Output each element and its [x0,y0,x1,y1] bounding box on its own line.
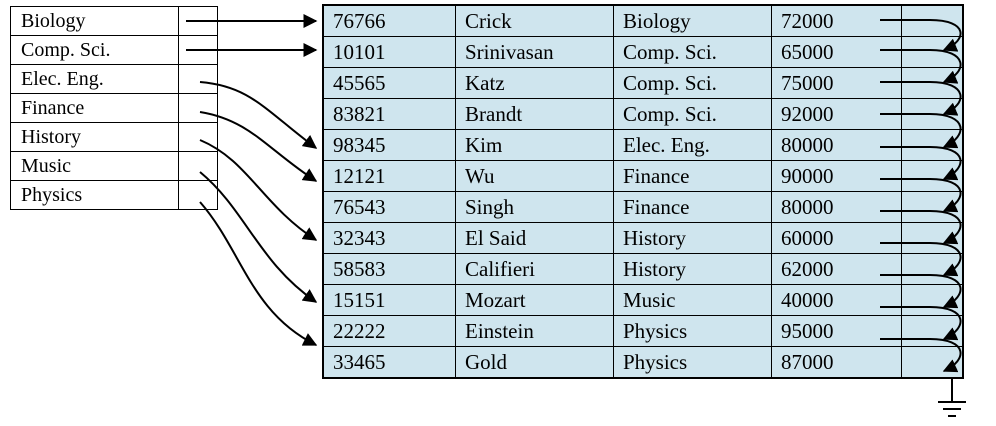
table-row [323,254,963,285]
cell-salary: 92000 [772,99,902,130]
cell-dept: History [614,254,772,285]
index-key-cell: Music [11,152,179,181]
cell-pointer [902,285,964,316]
index-pointer-cell [179,181,218,210]
table-row [323,285,963,316]
index-pointer-cell [179,65,218,94]
cell-id: 58583 [323,254,456,285]
index-row [11,94,218,123]
cell-dept: Physics [614,316,772,347]
index-row [11,36,218,65]
cell-id: 83821 [323,99,456,130]
index-pointer-cell [179,152,218,181]
cell-name: Brandt [456,99,614,130]
index-row [11,65,218,94]
index-key-cell: Comp. Sci. [11,36,179,65]
cell-name: Mozart [456,285,614,316]
cell-name: El Said [456,223,614,254]
cell-salary: 87000 [772,347,902,379]
cell-dept: Comp. Sci. [614,99,772,130]
table-row [323,161,963,192]
cell-pointer [902,5,964,37]
cell-pointer [902,192,964,223]
cell-name: Califieri [456,254,614,285]
index-row [11,7,218,36]
cell-name: Kim [456,130,614,161]
cell-name: Katz [456,68,614,99]
cell-dept: Physics [614,347,772,379]
cell-name: Crick [456,5,614,37]
index-file-table [10,6,218,210]
cell-pointer [902,161,964,192]
cell-salary: 72000 [772,5,902,37]
data-file-table [322,4,964,379]
cell-dept: Biology [614,5,772,37]
cell-id: 76766 [323,5,456,37]
cell-name: Singh [456,192,614,223]
cell-id: 45565 [323,68,456,99]
cell-id: 33465 [323,347,456,379]
table-row [323,5,963,37]
table-row [323,68,963,99]
index-row [11,123,218,152]
cell-pointer [902,68,964,99]
cell-pointer [902,254,964,285]
table-row [323,347,963,379]
table-row [323,192,963,223]
index-key-cell: History [11,123,179,152]
index-row [11,181,218,210]
cell-dept: Finance [614,192,772,223]
cell-pointer [902,223,964,254]
cell-dept: History [614,223,772,254]
cell-salary: 80000 [772,130,902,161]
cell-id: 32343 [323,223,456,254]
cell-salary: 95000 [772,316,902,347]
table-row [323,37,963,68]
cell-name: Srinivasan [456,37,614,68]
index-key-cell: Elec. Eng. [11,65,179,94]
cell-dept: Music [614,285,772,316]
cell-pointer [902,316,964,347]
cell-salary: 40000 [772,285,902,316]
index-key-cell: Finance [11,94,179,123]
cell-pointer [902,130,964,161]
cell-name: Wu [456,161,614,192]
table-row [323,99,963,130]
cell-pointer [902,37,964,68]
cell-dept: Comp. Sci. [614,37,772,68]
cell-id: 15151 [323,285,456,316]
cell-id: 12121 [323,161,456,192]
arrow-physics [200,202,316,345]
cell-name: Gold [456,347,614,379]
cell-salary: 75000 [772,68,902,99]
cell-id: 10101 [323,37,456,68]
table-row [323,130,963,161]
cell-pointer [902,347,964,379]
cell-salary: 65000 [772,37,902,68]
index-key-cell: Physics [11,181,179,210]
cell-salary: 90000 [772,161,902,192]
cell-salary: 80000 [772,192,902,223]
cell-id: 22222 [323,316,456,347]
cell-id: 98345 [323,130,456,161]
cell-dept: Elec. Eng. [614,130,772,161]
cell-dept: Comp. Sci. [614,68,772,99]
cell-pointer [902,99,964,130]
index-pointer-cell [179,7,218,36]
cell-name: Einstein [456,316,614,347]
index-pointer-cell [179,94,218,123]
table-row [323,223,963,254]
cell-salary: 62000 [772,254,902,285]
index-pointer-cell [179,36,218,65]
cell-dept: Finance [614,161,772,192]
index-row [11,152,218,181]
index-key-cell: Biology [11,7,179,36]
table-row [323,316,963,347]
cell-salary: 60000 [772,223,902,254]
cell-id: 76543 [323,192,456,223]
index-pointer-cell [179,123,218,152]
